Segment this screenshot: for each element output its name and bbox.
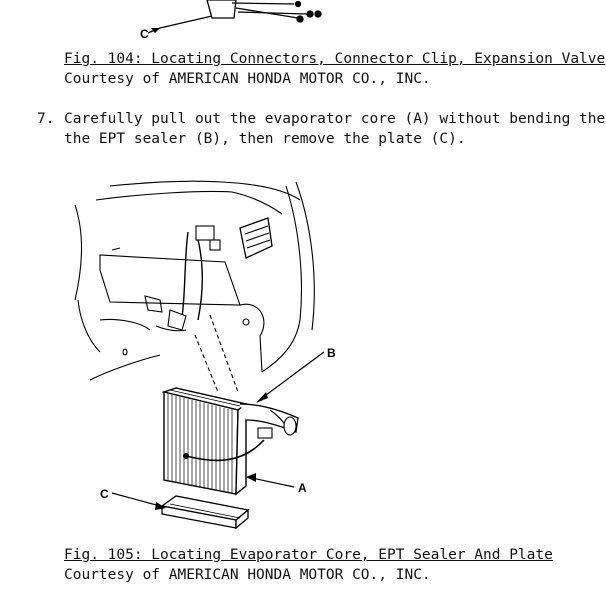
fig105-callout-c: C [100, 487, 109, 501]
fig105-callout-b: B [327, 346, 336, 360]
step-line-1: Carefully pull out the evaporator core (A) without bending the [64, 111, 606, 127]
step-line-2: the EPT sealer (B), then remove the plate (C). [64, 131, 466, 147]
fig104-partial-illustration [148, 0, 321, 33]
plate [162, 496, 248, 528]
fig105-caption: Fig. 105: Locating Evaporator Core, EPT Sealer And Plate [64, 547, 553, 563]
evaporator-core [164, 388, 298, 494]
fig104-caption: Fig. 104: Locating Connectors, Connector Clip, Expansion Valve [64, 51, 606, 67]
fig104-courtesy: Courtesy of AMERICAN HONDA MOTOR CO., INC. [64, 71, 431, 87]
fig105-callout-a: A [298, 481, 307, 495]
fig105-courtesy: Courtesy of AMERICAN HONDA MOTOR CO., INC. [64, 567, 431, 583]
step-number: 7. [37, 111, 55, 127]
fig104-callout-c: C [140, 27, 149, 41]
fig105-illustration [75, 181, 314, 528]
